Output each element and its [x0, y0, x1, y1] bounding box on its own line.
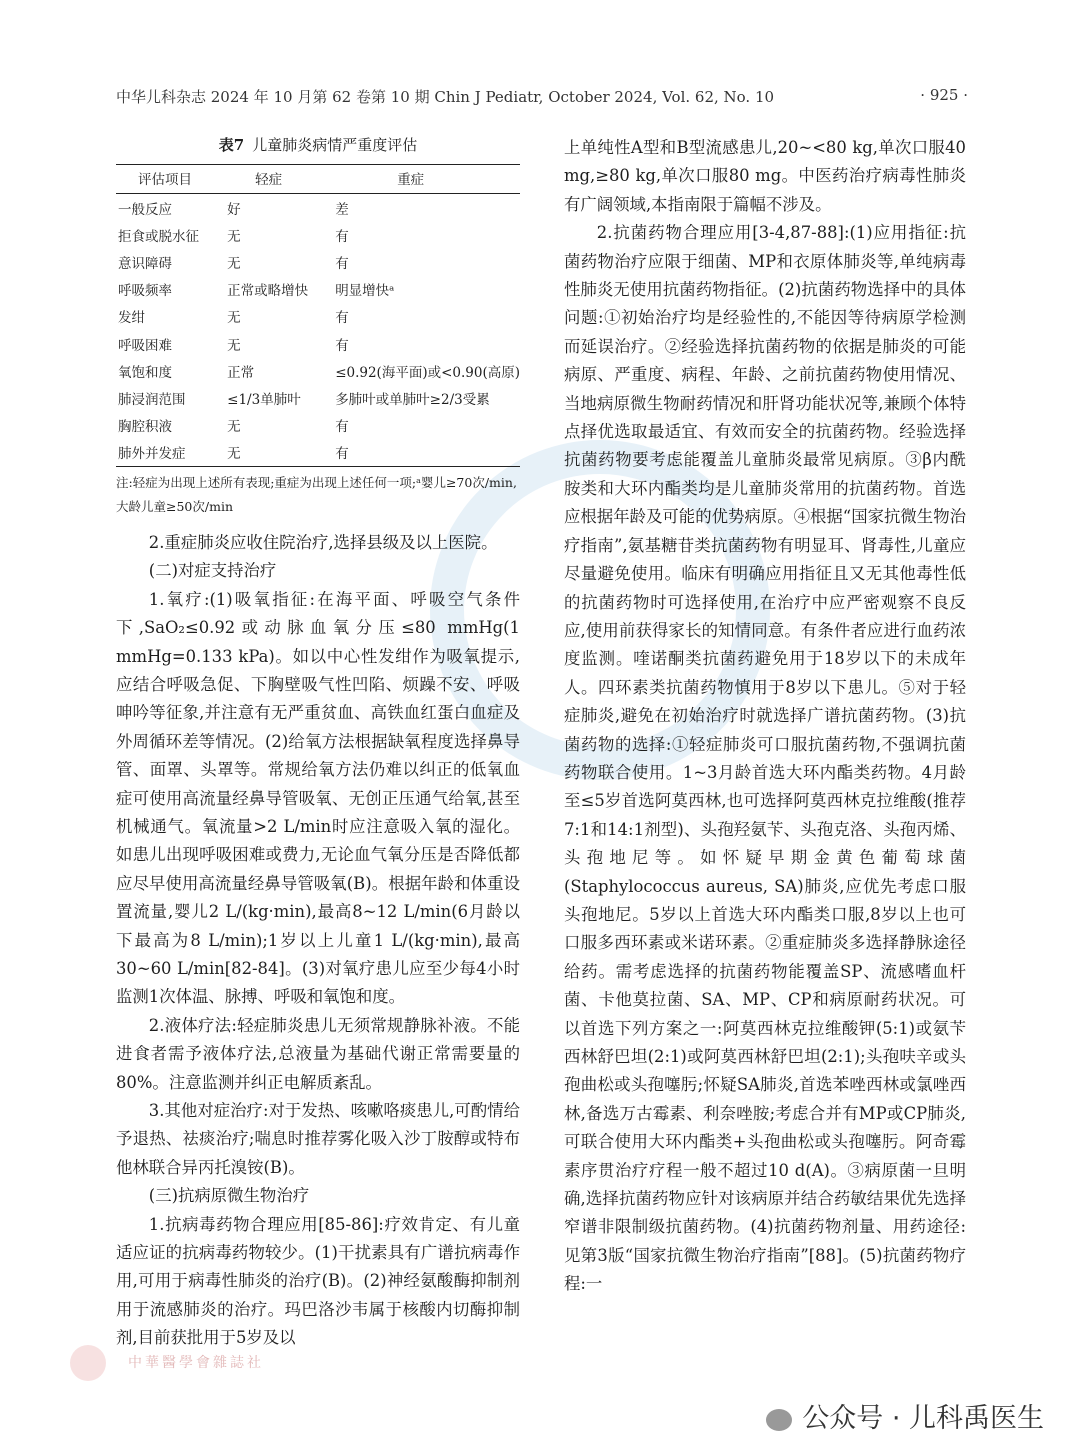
cell-item: 呼吸频率 [118, 283, 172, 300]
cell-item: 氧饱和度 [118, 364, 172, 381]
table-row [116, 303, 520, 330]
cell-severe: 差 [335, 201, 349, 218]
journal-info: 中华儿科杂志 2024 年 10 月第 62 卷第 10 期 Chin J Pediatr, October 2024, Vol. 62, No. 10 [116, 88, 775, 106]
header-item: 评估项目 [116, 165, 213, 194]
table-header-row [116, 165, 520, 194]
cell-mild: ≤1/3单肺叶 [227, 391, 301, 408]
wechat-account-label [766, 1396, 1044, 1435]
section-heading: (三)抗病原微生物治疗 [148, 1186, 310, 1206]
publisher-logo-icon [70, 1345, 106, 1381]
table-note: 注:轻症为出现上述所有表现;重症为出现上述任何一项;ᵃ婴儿≥70次/min,大龄儿童≥50次/min [116, 474, 517, 514]
table-row [116, 412, 520, 439]
cell-item: 呼吸困难 [118, 337, 172, 354]
cell-severe: ≤0.92(海平面)或<0.90(高原) [335, 364, 520, 381]
cell-mild: 无 [227, 419, 241, 436]
paragraph: 上单纯性A型和B型流感患儿,20~<80 kg,单次口服40 mg,≥80 kg,单次口服80 mg。中医药治疗病毒性肺炎有广阔领域,本指南限于篇幅不涉及。 [564, 138, 966, 214]
wechat-account-text: 公众号 · 儿科禹医生 [802, 1403, 1044, 1434]
paragraph: 2.重症肺炎应收住院治疗,选择县级及以上医院。 [148, 532, 498, 552]
paragraph: 1.氧疗:(1)吸氧指征:在海平面、呼吸空气条件下,SaO₂≤0.92或动脉血氧分压≤80 mmHg(1 mmHg=0.133 kPa)。如以中心性发绀作为吸氧提示,应结合呼吸急促、下胸壁吸气性凹陷、烦躁不安、呼吸呻吟等征象,并注意有无严重贫血、高铁血红蛋白血症及外周循环差等情况。(2)给氧方法根据缺氧程度选择鼻导管、面罩、头罩等。常规给氧方法仍难以纠正的低氧血症可使用高流量经鼻导管吸氧、无创正压通气给氧,甚至机械通气。氧流量>2 L/min时应注意吸入氧的湿化。如患儿出现呼吸困难或费力,无论血气氧分压是否降低都应尽早使用高流量经鼻导管吸氧(B)。根据年龄和体重设置流量,婴儿2 L/(kg·min),最高8~12 L/min(6月龄以下最高为8 L/min);1岁以上儿童1 L/(kg·min),最高30~60 L/min[82-84]。(3)对氧疗患儿应至少每4小时监测1次体温、脉搏、呼吸和氧饱和度。 [116, 589, 520, 1007]
table-row [116, 384, 520, 411]
table-row [116, 221, 520, 248]
cell-severe: 多肺叶或单肺叶≥2/3受累 [335, 391, 490, 408]
table-row [116, 439, 520, 467]
paragraph: 3.其他对症治疗:对于发热、咳嗽咯痰患儿,可酌情给予退热、祛痰治疗;喘息时推荐雾化吸入沙丁胺醇或特布他林联合异丙托溴铵(B)。 [116, 1101, 520, 1177]
cell-mild: 无 [213, 439, 327, 467]
cell-severe: 有 [335, 255, 349, 272]
header-severe: 重症 [327, 165, 520, 194]
paragraph: 1.抗病毒药物合理应用[85-86]:疗效肯定、有儿童适应证的抗病毒药物较少。(1)干扰素具有广谱抗病毒作用,可用于病毒性肺炎的治疗(B)。(2)神经氨酸酶抑制剂用于流感肺炎的治疗。玛巴洛沙韦属于核酸内切酶抑制剂,目前获批用于5岁及以 [116, 1214, 520, 1348]
right-column [564, 134, 966, 1299]
cell-item: 胸腔积液 [118, 419, 172, 436]
table-row [116, 248, 520, 275]
table-caption [116, 134, 520, 155]
cell-severe: 有 [335, 419, 349, 436]
page-number: · 925 · [920, 86, 968, 104]
cell-mild: 好 [227, 201, 241, 218]
cell-mild: 无 [227, 337, 241, 354]
running-header [116, 86, 968, 107]
left-body-text [116, 529, 520, 1353]
cell-item: 一般反应 [118, 201, 172, 218]
cell-item: 拒食或脱水征 [118, 228, 199, 245]
cell-mild: 无 [227, 228, 241, 245]
cell-severe: 有 [335, 310, 349, 327]
severity-table [116, 164, 520, 467]
cell-item: 肺浸润范围 [118, 391, 186, 408]
section-heading: (二)对症支持治疗 [148, 561, 277, 581]
cell-mild: 正常 [227, 364, 255, 381]
table-title: 儿童肺炎病情严重度评估 [252, 136, 418, 154]
table-row [116, 276, 520, 303]
wechat-icon [766, 1409, 792, 1431]
paragraph: 2.液体疗法:轻症肺炎患儿无须常规静脉补液。不能进食者需予液体疗法,总液量为基础代谢正常需要量的80%。注意监测并纠正电解质紊乱。 [116, 1015, 520, 1092]
cell-mild: 正常或略增快 [227, 283, 309, 300]
table-row [116, 330, 520, 357]
cell-mild: 无 [227, 255, 241, 272]
paragraph: 2.抗菌药物合理应用[3-4,87-88]:(1)应用指征:抗菌药物治疗应限于细菌、MP和衣原体肺炎等,单纯病毒性肺炎无使用抗菌药物指征。(2)抗菌药物选择中的具体问题:①初始治疗均是经验性的,不能因等待病原学检测而延误治疗。②经验选择抗菌药物的依据是肺炎的可能病原、严重度、病程、年龄、之前抗菌药物使用情况、当地病原微生物耐药情况和肝肾功能状况等,兼顾个体特点择优选取最适宜、有效而安全的抗菌药物。经验选择抗菌药物要考虑能覆盖儿童肺炎最常见病原。③β内酰胺类和大环内酯类均是儿童肺炎常用的抗菌药物。首选应根据年龄及可能的优势病原。④根据“国家抗微生物治疗指南”,氨基糖苷类抗菌药物有明显耳、肾毒性,儿童应尽量避免使用。临床有明确应用指征且又无其他毒性低的抗菌药物时可选择使用,在治疗中应严密观察不良反应,使用前获得家长的知情同意。有条件者应进行血药浓度监测。喹诺酮类抗菌药避免用于18岁以下的未成年人。四环素类抗菌药物慎用于8岁以下患儿。⑤对于轻症肺炎,避免在初始治疗时就选择广谱抗菌药物。(3)抗菌药物的选择:①轻症肺炎可口服抗菌药物,不强调抗菌药物联合使用。1~3月龄首选大环内酯类药物。4月龄至≤5岁首选阿莫西林,也可选择阿莫西林克拉维酸(推荐7:1和14:1剂型)、头孢羟氨苄、头孢克洛、头孢丙烯、头孢地尼等。如怀疑早期金黄色葡萄球菌(Staphylococcus aureus, SA)肺炎,应优先考虑口服头孢地尼。5岁以上首选大环内酯类口服,8岁以上也可口服多西环素或米诺环素。②重症肺炎多选择静脉途径给药。需考虑选择的抗菌药物能覆盖SP、流感嗜血杆菌、卡他莫拉菌、SA、MP、CP和病原耐药状况。可以首选下列方案之一:阿莫西林克拉维酸钾(5:1)或氨苄西林舒巴坦(2:1)或阿莫西林舒巴坦(2:1);头孢呋辛或头孢曲松或头孢噻肟;怀疑SA肺炎,首选苯唑西林或氯唑西林,备选万古霉素、利奈唑胺;考虑合并有MP或CP肺炎,可联合使用大环内酯类+头孢曲松或头孢噻肟。阿奇霉素序贯治疗疗程一般不超过10 d(A)。③病原菌一旦明确,选择抗菌药物应针对该病原并结合药敏结果优先选择窄谱非限制级抗菌药物。(4)抗菌药物剂量、用药途径:见第3版“国家抗微生物治疗指南”[88]。(5)抗菌药物疗程:一 [564, 223, 966, 1294]
left-column [116, 134, 520, 1353]
cell-item: 意识障碍 [118, 255, 172, 272]
publisher-watermark: 中華醫學會雜誌社 [128, 1355, 264, 1371]
cell-severe: 有 [335, 228, 349, 245]
table-row [116, 194, 520, 222]
table-row [116, 357, 520, 384]
cell-severe: 有 [327, 439, 520, 467]
table-number: 表7 [218, 136, 245, 154]
header-mild: 轻症 [213, 165, 327, 194]
cell-item: 肺外并发症 [116, 439, 213, 467]
cell-item: 发绀 [118, 310, 145, 327]
cell-severe: 有 [335, 337, 349, 354]
cell-severe: 明显增快ᵃ [335, 283, 395, 300]
cell-mild: 无 [227, 310, 241, 327]
